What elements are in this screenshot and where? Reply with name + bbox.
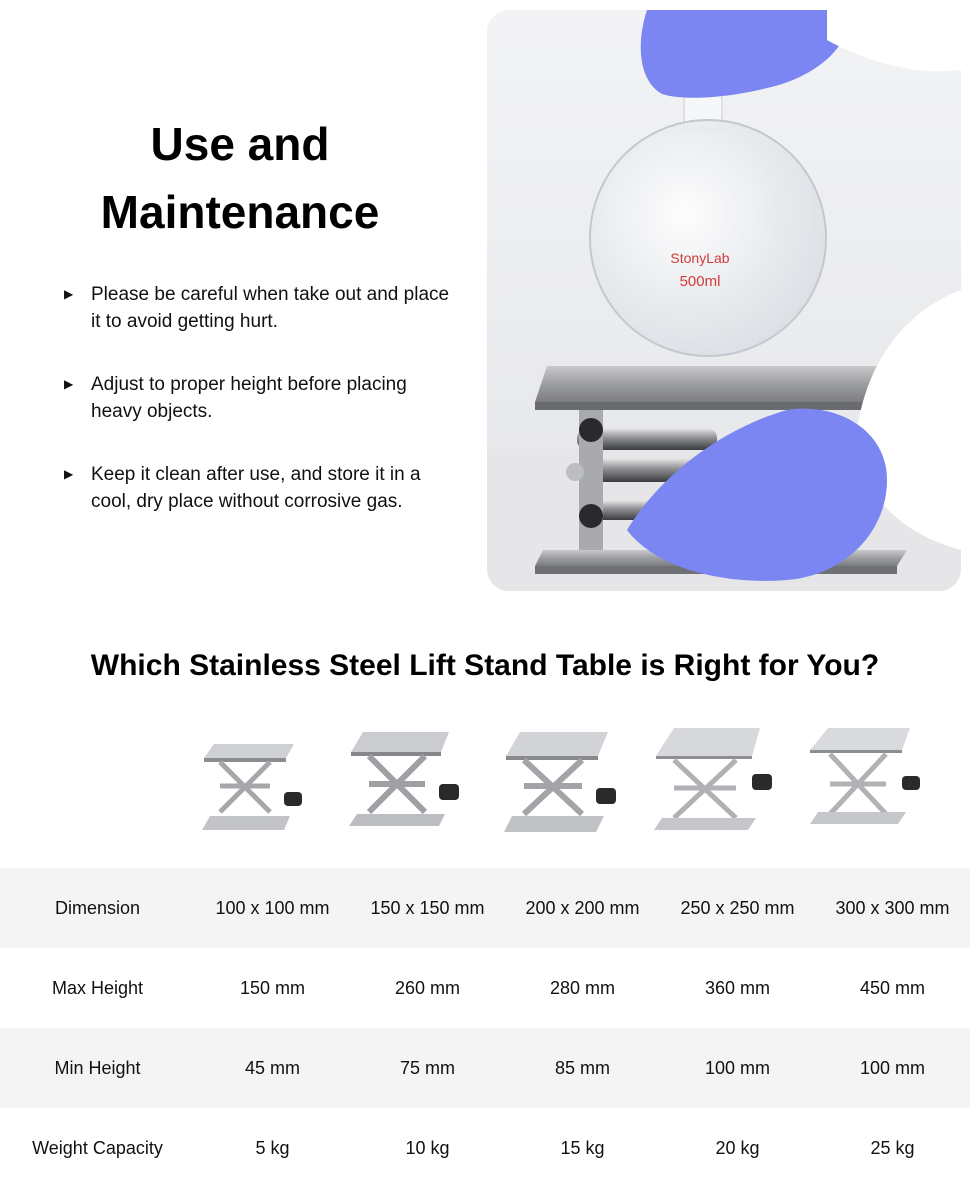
triangle-right-icon: ▶ bbox=[64, 377, 74, 391]
table-cell: 75 mm bbox=[350, 1028, 505, 1108]
section-heading bbox=[40, 110, 440, 246]
table-cell: 85 mm bbox=[505, 1028, 660, 1108]
row-label: Weight Capacity bbox=[32, 1137, 163, 1158]
table-cell: 150 mm bbox=[239, 977, 306, 998]
lab-jack-flask-illustration bbox=[487, 10, 961, 591]
stand-thumbnail-150 bbox=[345, 722, 470, 840]
table-cell: 300 x 300 mm bbox=[815, 868, 970, 948]
heading-line-2: Maintenance bbox=[100, 186, 380, 238]
table-row-weight-capacity bbox=[0, 1108, 970, 1188]
row-label: Dimension bbox=[0, 868, 195, 948]
table-row-dimension bbox=[0, 868, 970, 948]
row-label: Min Height bbox=[0, 1028, 195, 1108]
table-cell: 150 x 150 mm bbox=[350, 868, 505, 948]
table-cell: 250 x 250 mm bbox=[660, 868, 815, 948]
comparison-title: Which Stainless Steel Lift Stand Table is Right for You? bbox=[90, 649, 880, 682]
table-cell: 100 mm bbox=[660, 1028, 815, 1108]
maintenance-item bbox=[62, 371, 452, 425]
stand-thumbnail-250 bbox=[652, 722, 777, 840]
triangle-right-icon: ▶ bbox=[64, 467, 74, 481]
table-cell: 260 mm bbox=[394, 977, 461, 998]
table-cell: 10 kg bbox=[405, 1137, 450, 1158]
table-row-min-height bbox=[0, 1028, 970, 1108]
table-cell: 100 mm bbox=[815, 1028, 970, 1108]
flask-volume: 500ml bbox=[679, 273, 721, 290]
table-cell: 25 kg bbox=[870, 1137, 915, 1158]
table-cell: 15 kg bbox=[560, 1137, 605, 1158]
maintenance-item bbox=[62, 281, 452, 335]
table-cell: 280 mm bbox=[549, 977, 616, 998]
table-cell: 360 mm bbox=[704, 977, 771, 998]
table-cell: 450 mm bbox=[859, 977, 926, 998]
table-cell: 200 x 200 mm bbox=[505, 868, 660, 948]
maintenance-list bbox=[62, 281, 452, 515]
spec-table bbox=[0, 868, 970, 1188]
stand-thumbnails bbox=[0, 722, 970, 840]
flask-brand: StonyLab bbox=[670, 250, 730, 266]
stand-thumbnail-300 bbox=[806, 722, 926, 840]
heading-line-1: Use and bbox=[150, 118, 330, 170]
product-photo bbox=[487, 10, 961, 591]
table-cell: 45 mm bbox=[195, 1028, 350, 1108]
maintenance-text: Adjust to proper height before placing heavy objects. bbox=[91, 374, 407, 422]
table-row-max-height bbox=[0, 948, 970, 1028]
maintenance-text: Please be careful when take out and place it to avoid getting hurt. bbox=[91, 284, 450, 332]
table-cell: 100 x 100 mm bbox=[195, 868, 350, 948]
triangle-right-icon: ▶ bbox=[64, 287, 74, 301]
table-cell: 20 kg bbox=[715, 1137, 760, 1158]
stand-thumbnail-100 bbox=[198, 722, 313, 840]
table-cell: 5 kg bbox=[255, 1137, 290, 1158]
maintenance-item bbox=[62, 461, 452, 515]
row-label: Max Height bbox=[51, 977, 144, 998]
maintenance-text: Keep it clean after use, and store it in a cool, dry place without corrosive gas. bbox=[91, 464, 421, 512]
stand-thumbnail-200 bbox=[500, 722, 625, 840]
